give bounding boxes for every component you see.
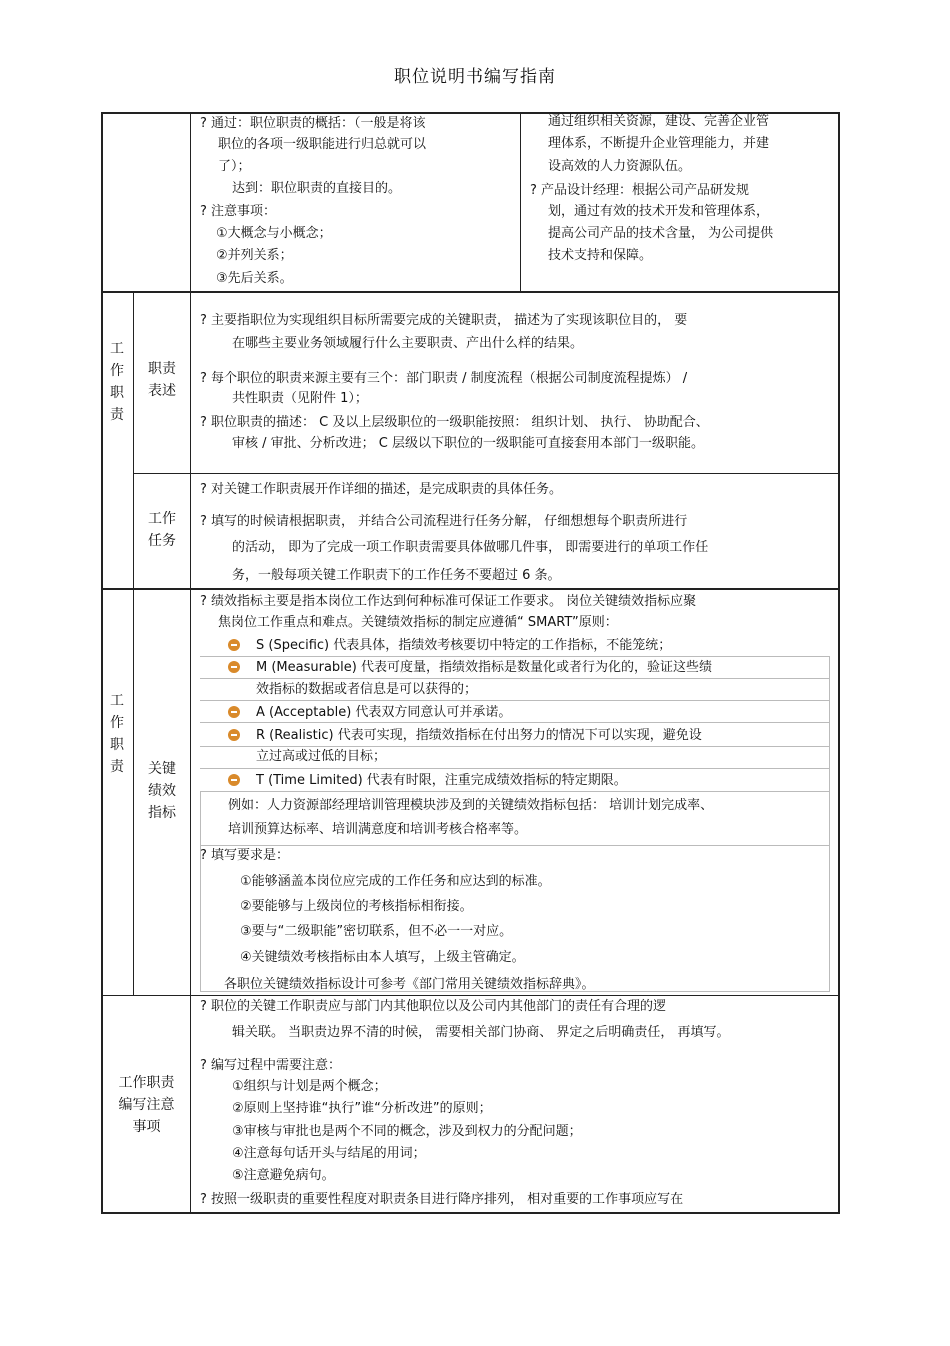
smart-item: 效指标的数据或者信息是可以获得的； — [256, 682, 478, 697]
bullet-icon — [228, 774, 240, 786]
kpi-req-line: ③要与“二级职能”密切联系，但不必一一对应。 — [240, 924, 513, 939]
top-left-line: ③先后关系。 — [216, 271, 293, 286]
notes-line: ③审核与审批也是两个不同的概念，涉及到权力的分配问题； — [232, 1124, 582, 1139]
label-line: 任务 — [148, 533, 176, 549]
top-left-line: ①大概念与小概念； — [216, 226, 332, 241]
top-right-line: ? 产品设计经理：根据公司产品研发规 — [530, 183, 750, 198]
label-char: 责 — [110, 759, 124, 775]
top-right-line: 通过组织相关资源，建设、完善企业管 — [548, 114, 770, 129]
label-char: 职 — [110, 385, 124, 401]
renwu-line: 的活动， 即为了完成一项工作职责需要具体做哪几件事， 即需要进行的单项工作任 — [232, 540, 709, 555]
label-line: 工作职责 — [118, 1075, 175, 1091]
section-label-2 — [103, 690, 131, 778]
zhize-line: ? 每个职位的职责来源主要有三个：部门职责 / 制度流程（根据公司制度流程提炼） / — [200, 371, 688, 386]
top-right-line: 划，通过有效的技术开发和管理体系， — [548, 204, 770, 219]
renwu-label — [134, 508, 190, 552]
label-line: 指标 — [148, 805, 176, 821]
top-left-line: ? 通过：职位职责的概括：（一般是将该 — [200, 116, 426, 131]
smart-item: 立过高或过低的目标； — [256, 749, 387, 764]
smart-item: R (Realistic) 代表可实现，指绩效指标在付出努力的情况下可以实现，避免设 — [256, 728, 702, 743]
renwu-line: 务，一般每项关键工作职责下的工作任务不要超过 6 条。 — [232, 568, 561, 583]
kpi-req-line: ②要能够与上级岗位的考核指标相衔接。 — [240, 899, 473, 914]
section-label-1 — [103, 338, 131, 426]
top-right-line: 设高效的人力资源队伍。 — [548, 159, 692, 174]
notes-line: ④注意每句话开头与结尾的用词； — [232, 1146, 426, 1161]
label-line: 表述 — [148, 383, 176, 399]
label-line: 工作 — [148, 511, 176, 527]
smart-item: S (Specific) 代表具体，指绩效考核要切中特定的工作指标，不能笼统； — [256, 638, 672, 653]
top-left-line: 了）； — [218, 159, 251, 174]
kpi-example-line: 例如：人力资源部经理培训管理模块涉及到的关键绩效指标包括： 培训计划完成率、 — [228, 798, 714, 813]
page-title: 职位说明书编写指南 — [394, 67, 556, 87]
label-char: 作 — [110, 715, 124, 731]
kpi-label — [134, 758, 190, 824]
kpi-intro-line: 焦岗位工作重点和难点。关键绩效指标的制定应遵循“ SMART”原则： — [218, 615, 618, 630]
bullet-icon — [228, 729, 240, 741]
zhize-line: ? 职位职责的描述： C 及以上层级职位的一级职能按照： 组织计划、 执行、 协助配合、 — [200, 415, 709, 430]
label-char: 责 — [110, 407, 124, 423]
label-line: 绩效 — [148, 783, 176, 799]
notes-label — [103, 1072, 190, 1138]
kpi-intro-line: ? 绩效指标主要是指本岗位工作达到何种标准可保证工作要求。 岗位关键绩效指标应聚 — [200, 594, 697, 609]
kpi-req-line: ④关键绩效考核指标由本人填写，上级主管确定。 — [240, 950, 525, 965]
kpi-example-line: 培训预算达标率、培训满意度和培训考核合格率等。 — [228, 822, 528, 837]
notes-line: ②原则上坚持谁“执行”谁“分析改进”的原则； — [232, 1101, 492, 1116]
top-left-line: ②并列关系； — [216, 248, 293, 263]
notes-line: 辑关联。 当职责边界不清的时候， 需要相关部门协商、 界定之后明确责任， 再填写。 — [232, 1025, 730, 1040]
kpi-req-line: ①能够涵盖本岗位应完成的工作任务和应达到的标准。 — [240, 874, 551, 889]
zhize-line: 在哪些主要业务领域履行什么主要职责、产出什么样的结果。 — [232, 336, 584, 351]
notes-line: ①组织与计划是两个概念； — [232, 1079, 387, 1094]
notes-line: ? 按照一级职责的重要性程度对职责条目进行降序排列， 相对重要的工作事项应写在 — [200, 1192, 684, 1207]
notes-line: ⑤注意避免病句。 — [232, 1168, 335, 1183]
top-right-line: 提高公司产品的技术含量， 为公司提供 — [548, 226, 774, 241]
label-char: 作 — [110, 363, 124, 379]
bullet-icon — [228, 661, 240, 673]
label-line: 关键 — [148, 761, 176, 777]
top-left-line: 达到：职位职责的直接目的。 — [232, 181, 402, 196]
zhize-line: 共性职责（见附件 1）； — [232, 391, 368, 406]
renwu-line: ? 填写的时候请根据职责， 并结合公司流程进行任务分解， 仔细想想每个职责所进行 — [200, 514, 688, 529]
label-char: 工 — [110, 693, 124, 709]
top-left-line: 职位的各项一级职能进行归总就可以 — [218, 137, 427, 152]
label-char: 职 — [110, 737, 124, 753]
kpi-req-line: ? 填写要求是： — [200, 848, 290, 863]
top-left-line: ? 注意事项： — [200, 204, 277, 219]
label-line: 编写注意 — [118, 1097, 175, 1113]
bullet-icon — [228, 706, 240, 718]
label-char: 工 — [110, 341, 124, 357]
kpi-req-line: 各职位关键绩效指标设计可参考《部门常用关键绩效指标辞典》。 — [224, 977, 595, 992]
zhize-line: ? 主要指职位为实现组织目标所需要完成的关键职责， 描述为了实现该职位目的， 要 — [200, 313, 688, 328]
bullet-icon — [228, 639, 240, 651]
renwu-line: ? 对关键工作职责展开作详细的描述，是完成职责的具体任务。 — [200, 482, 563, 497]
smart-item: T (Time Limited) 代表有时限，注重完成绩效指标的特定期限。 — [256, 773, 627, 788]
top-right-line: 技术支持和保障。 — [548, 248, 653, 263]
label-line: 事项 — [132, 1119, 161, 1135]
smart-item: M (Measurable) 代表可度量，指绩效指标是数量化或者行为化的，验证这些绩 — [256, 660, 712, 675]
notes-line: ? 职位的关键工作职责应与部门内其他职位以及公司内其他部门的责任有合理的逻 — [200, 999, 667, 1014]
zhize-label — [134, 358, 190, 402]
top-right-line: 理体系，不断提升企业管理能力，并建 — [548, 136, 770, 151]
notes-line: ? 编写过程中需要注意： — [200, 1058, 342, 1073]
zhize-line: 审核 / 审批、分析改进； C 层级以下职位的一级职能可直接套用本部门一级职能。 — [232, 436, 704, 451]
label-line: 职责 — [148, 361, 176, 377]
smart-item: A (Acceptable) 代表双方同意认可并承诺。 — [256, 705, 512, 720]
